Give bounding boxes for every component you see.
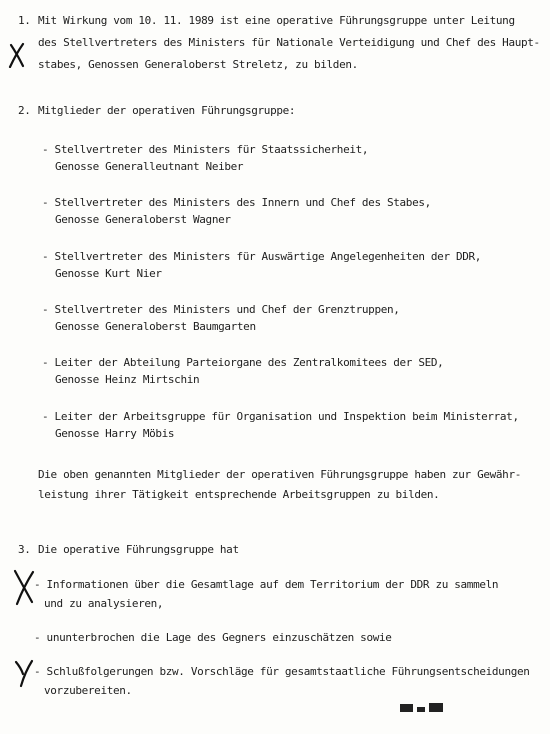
- member-6-role: - Leiter der Arbeitsgruppe für Organisation und Inspektion beim Ministerrat,: [42, 410, 519, 423]
- redaction-mark: [400, 702, 446, 714]
- member-4-name: Genosse Generaloberst Baumgarten: [55, 320, 256, 333]
- section-3-number: 3.: [18, 543, 31, 556]
- section-1-number: 1.: [18, 14, 31, 27]
- section-2-number: 2.: [18, 104, 31, 117]
- member-4-role: - Stellvertreter des Ministers und Chef der Grenztruppen,: [42, 303, 400, 316]
- task-2-line-1: - ununterbrochen die Lage des Gegners einzuschätzen sowie: [34, 631, 392, 644]
- section-3-heading: Die operative Führungsgruppe hat: [38, 543, 239, 556]
- section-2-heading: Mitglieder der operativen Führungsgruppe:: [38, 104, 296, 117]
- member-5-name: Genosse Heinz Mirtschin: [55, 373, 200, 386]
- member-2-name: Genosse Generaloberst Wagner: [55, 213, 231, 226]
- member-3-name: Genosse Kurt Nier: [55, 267, 162, 280]
- task-3-line-2: vorzubereiten.: [44, 684, 132, 697]
- handwritten-check-mark: [13, 658, 35, 688]
- member-2-role: - Stellvertreter des Ministers des Innern und Chef des Stabes,: [42, 196, 431, 209]
- member-3-role: - Stellvertreter des Ministers für Auswärtige Angelegenheiten der DDR,: [42, 250, 482, 263]
- member-1-name: Genosse Generalleutnant Neiber: [55, 160, 244, 173]
- section-1-line-1: Mit Wirkung vom 10. 11. 1989 ist eine operative Führungsgruppe unter Leitung: [38, 14, 515, 27]
- section-2-closing-line-1: Die oben genannten Mitglieder der operativen Führungsgruppe haben zur Gewähr-: [38, 468, 521, 481]
- section-1-line-3: stabes, Genossen Generaloberst Streletz, zu bilden.: [38, 58, 358, 71]
- section-1-line-2: des Stellvertreters des Ministers für Nationale Verteidigung und Chef des Haupt-: [38, 36, 540, 49]
- member-1-role: - Stellvertreter des Ministers für Staatssicherheit,: [42, 143, 369, 156]
- member-5-role: - Leiter der Abteilung Parteiorgane des Zentralkomitees der SED,: [42, 356, 444, 369]
- task-3-line-1: - Schlußfolgerungen bzw. Vorschläge für gesamtstaatliche Führungsentscheidungen: [34, 665, 530, 678]
- section-2-closing-line-2: leistung ihrer Tätigkeit entsprechende Arbeitsgruppen zu bilden.: [38, 488, 440, 501]
- member-6-name: Genosse Harry Möbis: [55, 427, 175, 440]
- task-1-line-2: und zu analysieren,: [44, 597, 164, 610]
- handwritten-x-mark-2: [12, 568, 36, 606]
- task-1-line-1: - Informationen über die Gesamtlage auf dem Territorium der DDR zu sammeln: [34, 578, 499, 591]
- handwritten-x-mark: [8, 42, 26, 68]
